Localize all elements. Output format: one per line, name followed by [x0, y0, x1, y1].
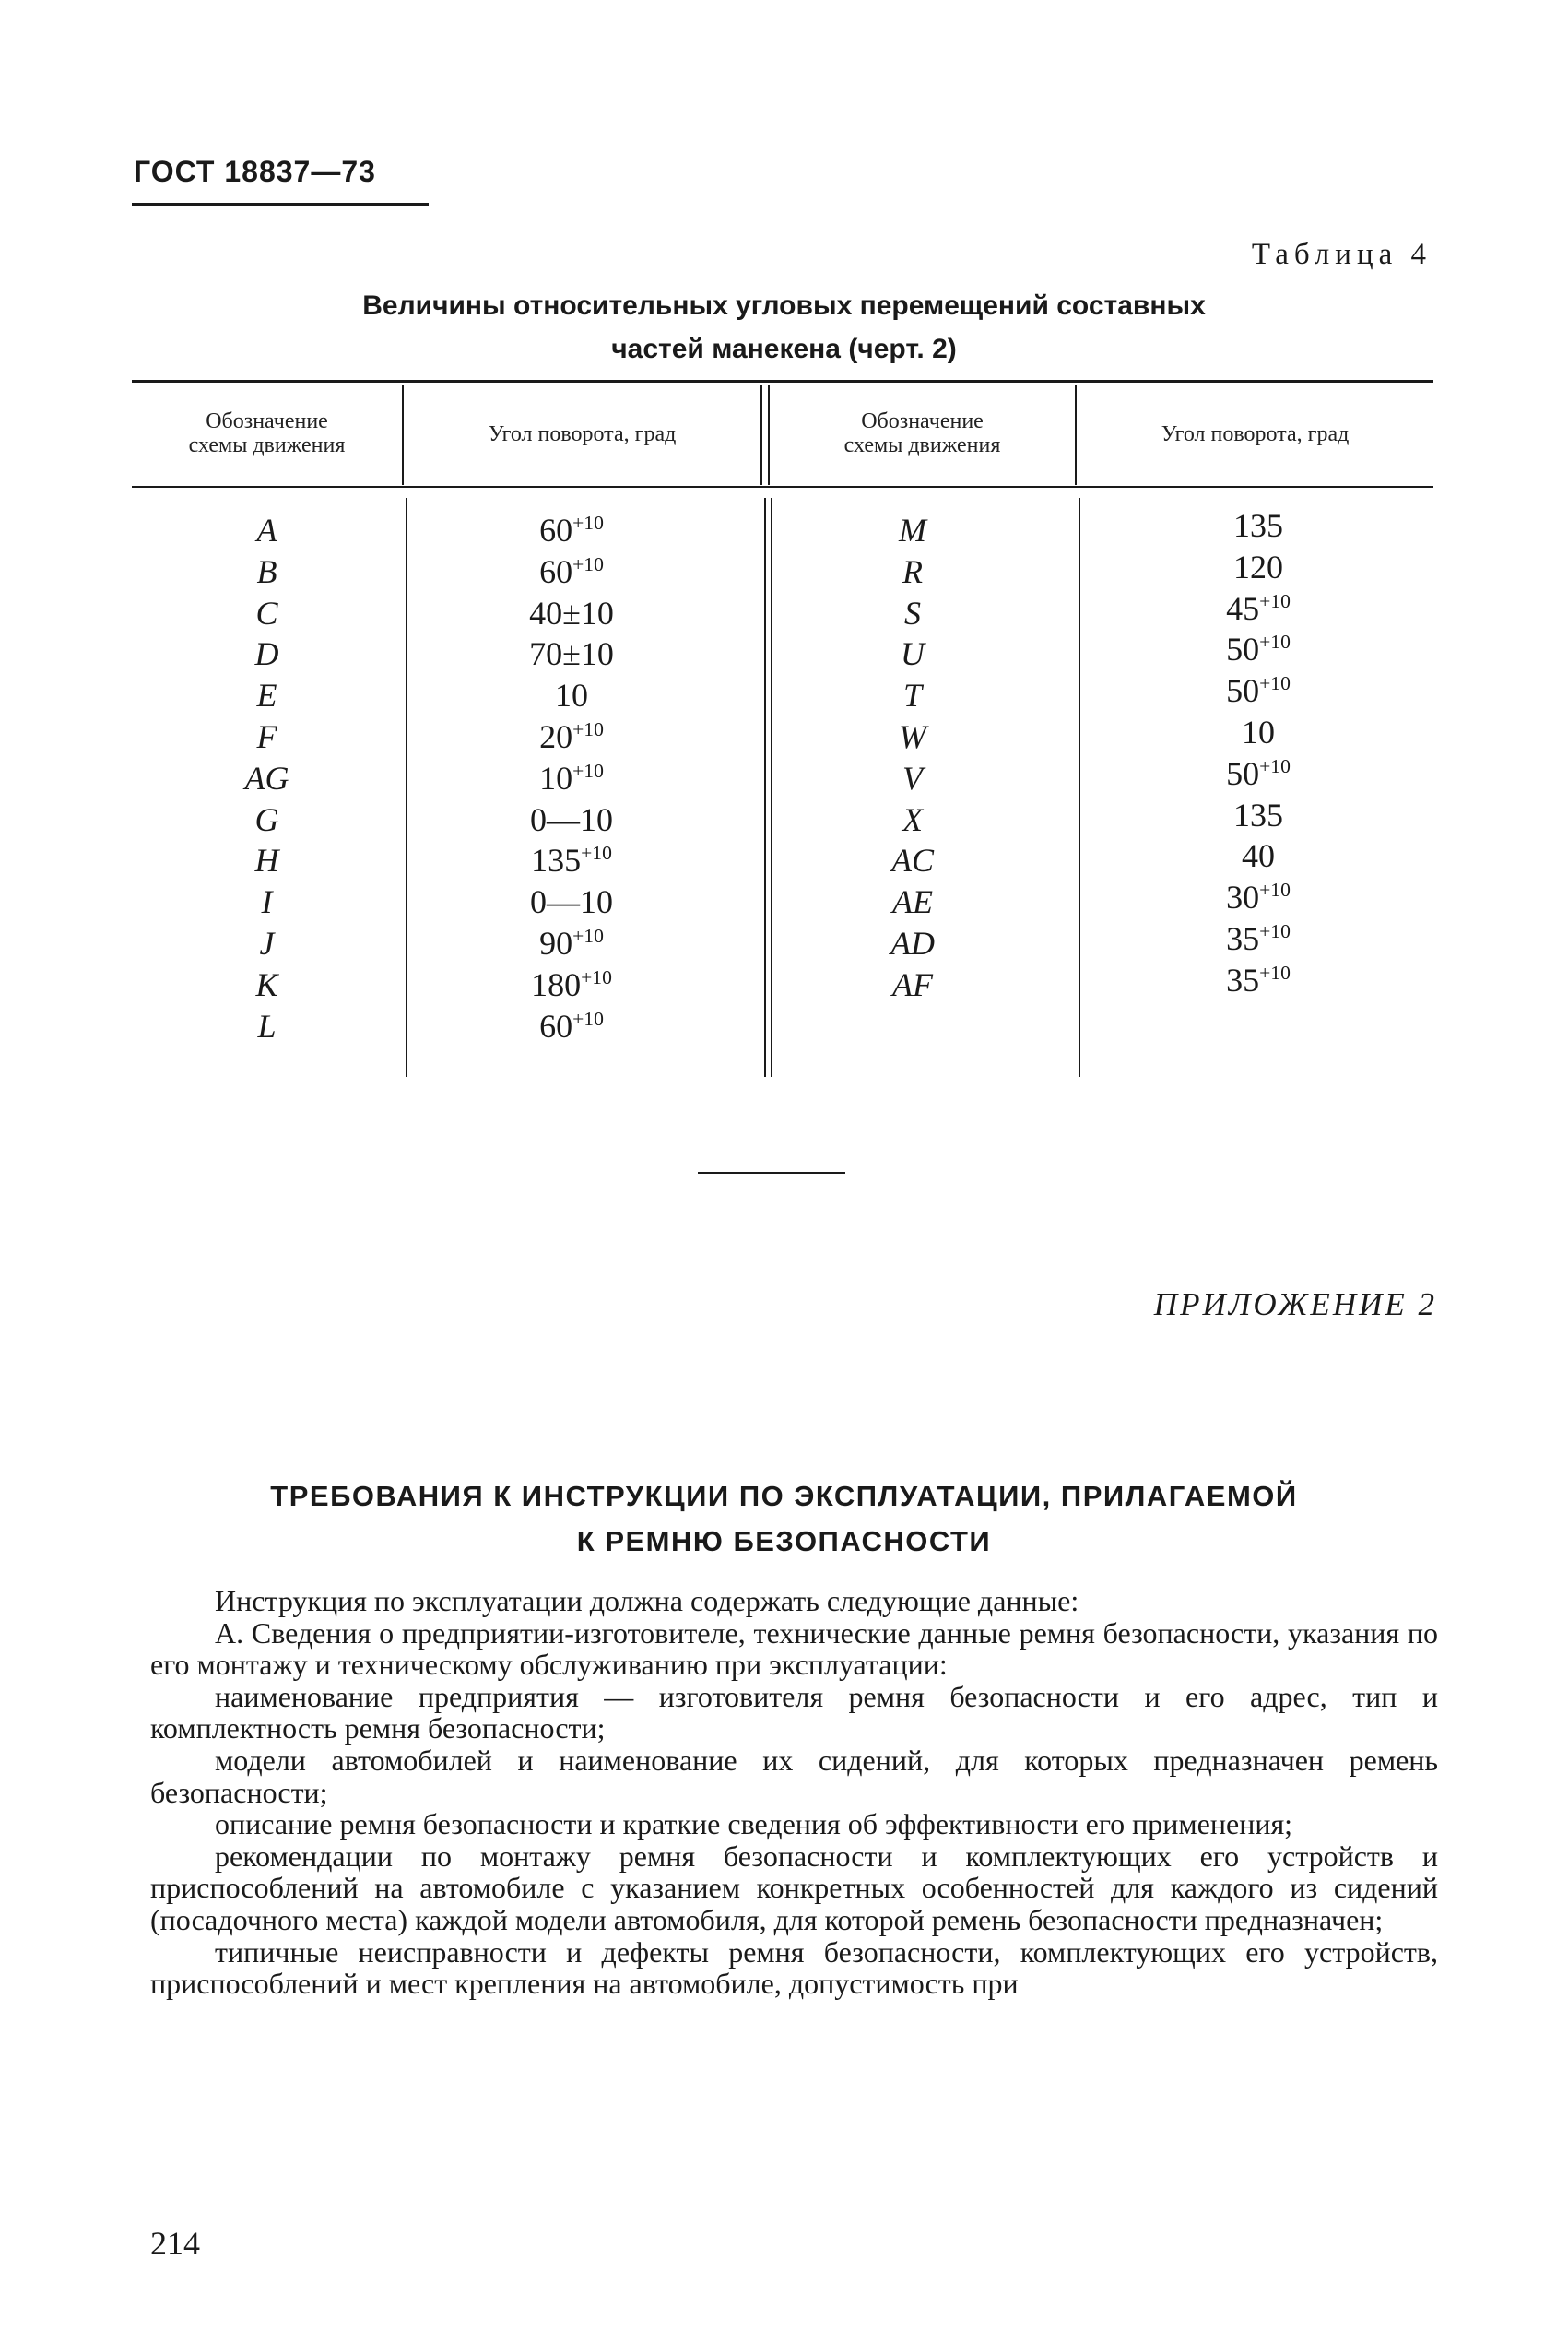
- left-angle-tolerance: +10: [572, 718, 604, 741]
- left-angle-cell: [433, 1006, 710, 1047]
- right-designation-cell: V: [902, 759, 923, 797]
- left-angle-tolerance: +10: [572, 1007, 604, 1030]
- left-angle-cell: [433, 758, 710, 799]
- body-paragraph: рекомендации по монтажу ремня безопасности и комплектующих его устройств и приспособлений на автомобиле с указанием конкретных особенностей для каждого из сидений (посадочного места) каждой модели автомобиля, для которой ремень безопасности предназначен;: [150, 1839, 1438, 1936]
- left-angle-value: 90: [539, 924, 573, 962]
- right-angle-value: 35: [1226, 961, 1260, 999]
- header-right-angle: Угол поворота, град: [1161, 422, 1350, 446]
- left-angle-tolerance: +10: [581, 842, 612, 865]
- header-left-designation-line-2: схемы движения: [188, 433, 346, 457]
- right-designation-cell: AE: [892, 883, 933, 921]
- left-angle-tolerance: +10: [572, 925, 604, 948]
- right-angle-cell: [1125, 547, 1392, 588]
- left-designation-cell: J: [259, 924, 275, 962]
- left-angle-column: [433, 510, 710, 1047]
- right-designation-column: [774, 510, 1051, 1006]
- left-angle-value: 10: [539, 759, 573, 797]
- right-angle-column: [1125, 505, 1392, 1001]
- right-angle-tolerance: +10: [1259, 672, 1291, 695]
- right-angle-cell: [1125, 753, 1392, 795]
- right-designation-cell: M: [899, 512, 926, 549]
- right-angle-value: 30: [1226, 879, 1260, 917]
- left-angle-cell: [433, 964, 710, 1006]
- right-angle-cell: [1125, 877, 1392, 918]
- left-angle-cell: [433, 881, 710, 923]
- header-right-designation-line-1: Обозначение: [861, 409, 984, 433]
- left-designation-cell: C: [255, 594, 278, 632]
- right-angle-tolerance: +10: [1259, 920, 1291, 943]
- table-caption: [0, 284, 1568, 371]
- right-angle-cell: [1125, 835, 1392, 877]
- left-designation-cell: B: [256, 552, 277, 590]
- left-designation-cell: G: [254, 800, 279, 838]
- left-angle-cell: [433, 675, 710, 716]
- right-angle-value: 40: [1242, 837, 1275, 875]
- left-designation-cell: E: [256, 677, 277, 715]
- section-title-line-2: К РЕМНЮ БЕЗОПАСНОСТИ: [576, 1525, 992, 1557]
- table-header-rule: [132, 486, 1433, 488]
- table-divider-3-body: [1079, 498, 1080, 1077]
- left-angle-value: 60: [539, 512, 573, 549]
- right-designation-cell: U: [901, 635, 925, 673]
- body-paragraph: типичные неисправности и дефекты ремня безопасности, комплектующих его устройств, приспособлений и мест крепления на автомобиле, допустимость при: [150, 1934, 1438, 2001]
- left-angle-cell: [433, 551, 710, 593]
- right-angle-cell: [1125, 670, 1392, 712]
- table-caption-line-2: частей манекена (черт. 2): [611, 334, 957, 364]
- right-designation-cell: AF: [892, 965, 933, 1003]
- left-angle-cell: [433, 840, 710, 881]
- header-left-angle: Угол поворота, град: [488, 422, 677, 446]
- right-angle-cell: [1125, 629, 1392, 670]
- left-angle-value: 135: [531, 842, 582, 880]
- right-angle-cell: [1125, 960, 1392, 1001]
- section-separator: [698, 1172, 845, 1174]
- left-angle-value: 40±10: [529, 594, 614, 632]
- table-caption-line-1: Величины относительных угловых перемещений составных: [362, 290, 1206, 321]
- body-text: [150, 1585, 1438, 2000]
- section-title-line-1: ТРЕБОВАНИЯ К ИНСТРУКЦИИ ПО ЭКСПЛУАТАЦИИ, ПРИЛАГАЕМОЙ: [270, 1480, 1298, 1512]
- table-double-divider-b-body: [771, 498, 772, 1077]
- left-angle-cell: [433, 923, 710, 964]
- right-designation-cell: AC: [890, 842, 934, 880]
- right-angle-cell: [1125, 505, 1392, 547]
- body-paragraph: наименование предприятия — изготовителя ремня безопасности и его адрес, тип и комплектность ремня безопасности;: [150, 1679, 1438, 1745]
- left-designation-cell: A: [256, 512, 277, 549]
- body-paragraph: А. Сведения о предприятии-изготовителе, технические данные ремня безопасности, указания по его монтажу и техническому обслуживанию при эксплуатации:: [150, 1615, 1438, 1682]
- right-angle-cell: [1125, 918, 1392, 960]
- left-designation-cell: H: [254, 842, 279, 880]
- table-top-rule: [132, 380, 1433, 383]
- left-designation-cell: K: [255, 965, 278, 1003]
- right-designation-cell: S: [904, 594, 921, 632]
- right-angle-tolerance: +10: [1259, 631, 1291, 654]
- left-designation-cell: I: [261, 883, 273, 921]
- body-paragraph: Инструкция по эксплуатации должна содержать следующие данные:: [215, 1584, 1079, 1617]
- right-angle-value: 50: [1226, 672, 1260, 710]
- left-designation-cell: D: [254, 635, 279, 673]
- right-angle-cell: [1125, 795, 1392, 836]
- right-designation-cell: X: [902, 800, 923, 838]
- left-angle-tolerance: +10: [572, 512, 604, 535]
- left-designation-cell: F: [256, 717, 277, 755]
- right-designation-cell: W: [899, 717, 926, 755]
- right-angle-tolerance: +10: [1259, 961, 1291, 984]
- right-designation-cell: AD: [890, 924, 935, 962]
- right-angle-value: 35: [1226, 919, 1260, 957]
- table-double-divider-a-header: [760, 385, 762, 485]
- document-code: ГОСТ 18837—73: [134, 155, 376, 188]
- left-angle-value: 180: [531, 965, 582, 1003]
- section-title: [0, 1473, 1568, 1564]
- left-angle-value: 0—10: [530, 883, 613, 921]
- left-angle-cell: [433, 593, 710, 634]
- right-angle-value: 50: [1226, 754, 1260, 792]
- left-angle-tolerance: +10: [572, 552, 604, 575]
- right-angle-value: 45: [1226, 589, 1260, 627]
- left-angle-cell: [433, 510, 710, 551]
- left-angle-value: 70±10: [529, 635, 614, 673]
- left-angle-tolerance: +10: [572, 759, 604, 782]
- body-paragraph: описание ремня безопасности и краткие сведения об эффективности его применения;: [215, 1807, 1293, 1841]
- header-right-designation: [770, 409, 1075, 457]
- right-angle-value: 120: [1233, 548, 1283, 585]
- right-angle-cell: [1125, 712, 1392, 753]
- right-angle-value: 10: [1242, 713, 1275, 751]
- right-designation-cell: T: [902, 677, 923, 715]
- body-paragraph: модели автомобилей и наименование их сидений, для которых предназначен ремень безопасности;: [150, 1743, 1438, 1809]
- right-angle-tolerance: +10: [1259, 589, 1291, 612]
- right-angle-value: 135: [1233, 507, 1283, 544]
- appendix-label: ПРИЛОЖЕНИЕ 2: [1153, 1286, 1437, 1322]
- header-left-designation-line-1: Обозначение: [206, 409, 328, 433]
- left-angle-cell: [433, 633, 710, 675]
- table-divider-1-body: [406, 498, 407, 1077]
- left-designation-cell: L: [257, 1007, 277, 1045]
- left-angle-value: 10: [555, 677, 588, 715]
- right-designation-cell: R: [902, 552, 923, 590]
- right-angle-tolerance: +10: [1259, 754, 1291, 777]
- right-angle-value: 135: [1233, 796, 1283, 834]
- table-number: Таблица 4: [1251, 238, 1432, 271]
- right-angle-value: 50: [1226, 631, 1260, 668]
- header-underline: [132, 203, 429, 206]
- left-angle-cell: [433, 716, 710, 758]
- left-designation-column: [132, 510, 402, 1047]
- left-angle-value: 20: [539, 717, 573, 755]
- page-number: 214: [150, 2225, 200, 2262]
- left-angle-value: 60: [539, 1007, 573, 1045]
- left-designation-cell: AG: [244, 759, 289, 797]
- left-angle-cell: [433, 799, 710, 841]
- left-angle-tolerance: +10: [581, 965, 612, 988]
- right-angle-cell: [1125, 588, 1392, 630]
- table-double-divider-a-body: [764, 498, 766, 1077]
- right-angle-tolerance: +10: [1259, 879, 1291, 902]
- left-angle-value: 0—10: [530, 800, 613, 838]
- header-left-designation: [132, 409, 402, 457]
- left-angle-value: 60: [539, 552, 573, 590]
- header-right-designation-line-2: схемы движения: [843, 433, 1001, 457]
